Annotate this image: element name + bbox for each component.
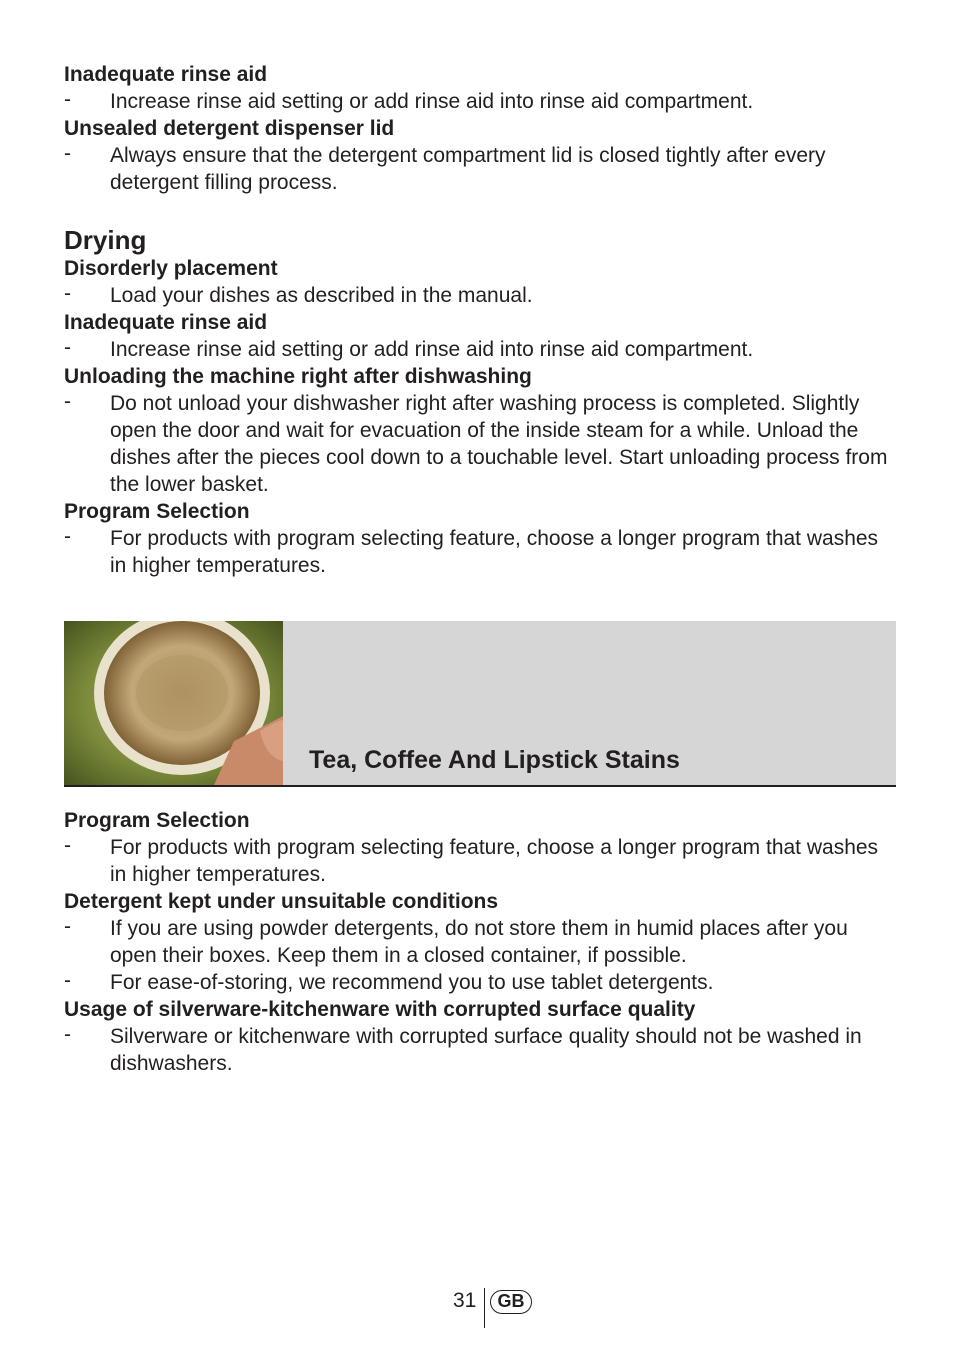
- section-title-drying: Drying: [64, 225, 147, 255]
- section-drying: [64, 225, 896, 579]
- page-number: 31: [453, 1289, 477, 1312]
- heading-program-selection: Program Selection: [64, 809, 250, 832]
- language-badge: GB: [490, 1290, 532, 1314]
- section-rinse-lid: [64, 61, 896, 196]
- bullet-item: - For products with program selecting feature, choose a longer program that washes in higher temperatures.: [64, 525, 879, 577]
- bullet-item: - Do not unload your dishwasher right after washing process is completed. Slightly open the door and wait for evacuation of the inside steam for a while. Unload the dishes after the pieces cool down to a touchable level. Start unloading process from the lower basket.: [64, 390, 888, 496]
- bullet-item: - For ease-of-storing, we recommend you to use tablet detergents.: [64, 969, 714, 994]
- bullet-item: - Silverware or kitchenware with corrupted surface quality should not be washed in dishwashers.: [64, 1023, 862, 1075]
- page-divider: [484, 1288, 485, 1328]
- bullet-item: - For products with program selecting feature, choose a longer program that washes in higher temperatures.: [64, 834, 879, 886]
- heading-unsealed-lid: Unsealed detergent dispenser lid: [64, 117, 395, 140]
- stains-banner: [64, 621, 896, 787]
- heading-disorderly-placement: Disorderly placement: [64, 257, 278, 280]
- heading-inadequate-rinse-aid: Inadequate rinse aid: [64, 63, 268, 86]
- bullet-item: - Always ensure that the detergent compartment lid is closed tightly after every detergent filling process.: [64, 142, 826, 194]
- heading-unloading: Unloading the machine right after dishwashing: [64, 365, 532, 388]
- heading-inadequate-rinse-aid: Inadequate rinse aid: [64, 311, 268, 334]
- heading-silverware: Usage of silverware-kitchenware with corrupted surface quality: [64, 998, 696, 1021]
- bullet-item: - If you are using powder detergents, do not store them in humid places after you open their boxes. Keep them in a closed container, if possible.: [64, 915, 848, 967]
- heading-program-selection: Program Selection: [64, 500, 250, 523]
- banner-title: Tea, Coffee And Lipstick Stains: [309, 746, 680, 774]
- coffee-cup-photo: [64, 621, 283, 785]
- heading-detergent-conditions: Detergent kept under unsuitable conditions: [64, 890, 499, 913]
- section-stains: [64, 807, 896, 1077]
- bullet-item: - Load your dishes as described in the manual.: [64, 282, 533, 307]
- bullet-item: - Increase rinse aid setting or add rinse aid into rinse aid compartment.: [64, 336, 754, 361]
- bullet-item: - Increase rinse aid setting or add rinse aid into rinse aid compartment.: [64, 88, 754, 113]
